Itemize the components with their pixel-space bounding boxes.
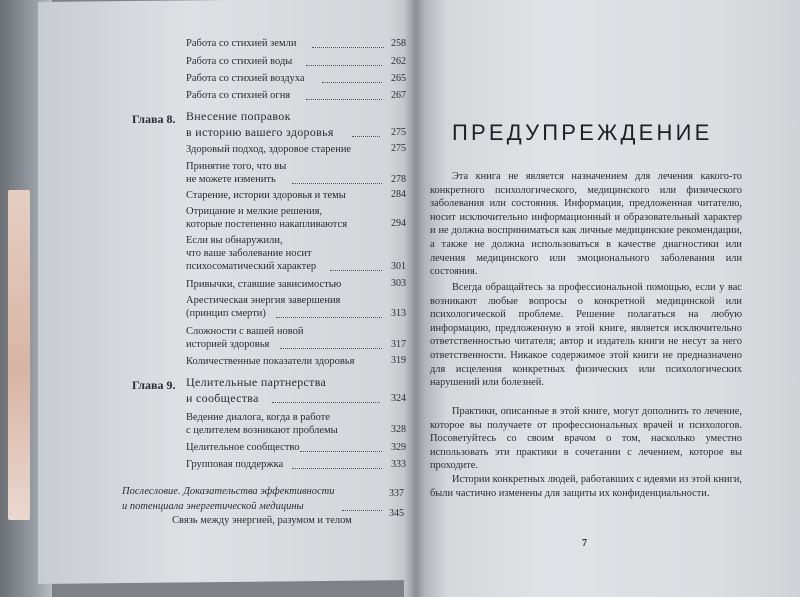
toc-entry <box>186 37 296 50</box>
toc-page-number: 301 <box>391 261 406 272</box>
toc-entry-title: Групповая поддержка <box>186 459 284 470</box>
toc-entry-title: историей здоровья <box>186 339 270 350</box>
toc-entry-title: психосоматический характер <box>186 261 317 272</box>
chapter-title-line: Целительные партнерства <box>186 375 327 389</box>
toc-entry-title: Работа со стихией земли <box>186 38 297 49</box>
toc-page-number: 294 <box>391 218 406 229</box>
paragraph: Эта книга не является назначением для лечения какого-то конкретного психологического, медицинского или физического заболевания или состояния. Информация, предложенная читателю, носит исключительно информационный и образовательный характер и не должна восприниматься как личные медицинские рекомендации, а также не должна использоваться в качестве диагностики или лечения медицинского или эмоционального заболевания или состояния. <box>430 171 742 278</box>
toc-page-number: 345 <box>389 508 404 519</box>
toc-page-number: 262 <box>391 56 406 67</box>
chapter-label: Глава 9. <box>132 378 176 392</box>
toc-entry-title: Работа со стихией воды <box>186 56 293 67</box>
toc-leader <box>292 174 382 184</box>
toc-page-number: 319 <box>391 355 406 366</box>
toc-page-number: 278 <box>391 174 406 185</box>
paragraph: Практики, описанные в этой книге, могут дополнить то лечение, которое вы получаете от профессиональных врачей и психологов. Посоветуйтесь со своим врачом о том, насколько уместно использовать эти практики в сочетании с лечением, которое вы проходите. <box>430 406 742 472</box>
toc-entry-title: Связь между энергией, разумом и телом <box>172 515 352 526</box>
toc-page-number: 317 <box>391 339 406 350</box>
toc-leader <box>312 38 384 48</box>
toc-entry-title: Количественные показатели здоровья <box>186 356 355 367</box>
toc-page-number: 258 <box>391 38 406 49</box>
toc-leader <box>300 442 382 452</box>
toc-entry-title: Сложности с вашей новой <box>186 326 304 337</box>
toc-page-number: 333 <box>391 459 406 470</box>
toc-page-number: 328 <box>391 424 406 435</box>
toc-page-number: 324 <box>391 393 406 404</box>
toc-entry-title: что ваше заболевание носит <box>186 248 312 259</box>
toc-entry-title: которые постепенно накапливаются <box>186 219 348 230</box>
chapter-label: Глава 8. <box>132 112 176 126</box>
paragraph: Истории конкретных людей, работавших с идеями из этой книги, были частично изменены для защиты их конфиденциальности. <box>430 474 742 499</box>
afterword-title-line: Послесловие. Доказательства эффективности <box>122 486 335 497</box>
toc-leader <box>272 393 380 403</box>
toc-entry-title: не можете изменить <box>186 174 276 185</box>
toc-leader <box>306 56 382 66</box>
toc-entry-title: Работа со стихией воздуха <box>186 73 305 84</box>
toc-entry <box>186 72 305 85</box>
toc-page-number: 265 <box>391 73 406 84</box>
toc-entry <box>186 55 292 68</box>
page-number: 7 <box>582 538 587 549</box>
toc-page-number: 313 <box>391 308 406 319</box>
toc-entry-title: Принятие того, что вы <box>186 161 287 172</box>
chapter-title-line: Внесение поправок <box>186 109 291 123</box>
toc-entry <box>186 89 290 102</box>
toc-entry-title: с целителем возникают проблемы <box>186 425 338 436</box>
toc-leader <box>306 90 382 100</box>
page-title: ПРЕДУПРЕЖДЕНИЕ <box>452 120 713 145</box>
toc-entry-title: Привычки, ставшие зависимостью <box>186 279 342 290</box>
book-gutter <box>404 0 426 597</box>
toc-page-number: 303 <box>391 278 406 289</box>
toc-leader <box>322 73 382 83</box>
toc-entry-title: Работа со стихией огня <box>186 90 291 101</box>
toc-page-number: 267 <box>391 90 406 101</box>
toc-leader <box>276 308 382 318</box>
toc-page-number: 337 <box>389 488 404 499</box>
toc-entry-title: Арестическая энергия завершения <box>186 295 341 306</box>
toc-entry-title: (принцип смерти) <box>186 308 266 319</box>
toc-page-number: 275 <box>391 143 406 154</box>
toc-entry-title: Если вы обнаружили, <box>186 235 283 246</box>
toc-leader <box>330 261 382 271</box>
paragraph: Всегда обращайтесь за профессиональной помощью, если у вас возникают любые вопросы о конкретной медицинской или психологической проблеме. Решение полагаться на любую информацию, предложенную в этой книге, является исключительно ответственностью читателя; автор и издатель книги не несут за него ответственности. Никакое содержимое этой книги не предназначено для исцеления конкретных физических или психологических нарушений или болезней. <box>430 282 742 389</box>
toc-leader <box>292 459 382 469</box>
toc-entry-title: Отрицание и мелкие решения, <box>186 206 323 217</box>
toc-leader <box>342 501 382 511</box>
toc-page-number: 329 <box>391 442 406 453</box>
toc-entry-title: Ведение диалога, когда в работе <box>186 412 330 423</box>
chapter-title-line: и сообщества <box>186 391 259 405</box>
book-edge-pink <box>8 190 30 520</box>
toc-page-number: 284 <box>391 189 406 200</box>
toc-leader <box>280 339 382 349</box>
toc-entry-title: Здоровый подход, здоровое старение <box>186 144 352 155</box>
toc-entry-title: Старение, истории здоровья и темы <box>186 190 346 201</box>
toc-leader <box>352 127 380 137</box>
afterword-title-line: и потенциала энергетической медицины <box>122 501 304 512</box>
toc-page-number: 275 <box>391 127 406 138</box>
toc-entry-title: Целительное сообщество <box>186 442 300 453</box>
chapter-title-line: в историю вашего здоровья <box>186 125 334 139</box>
